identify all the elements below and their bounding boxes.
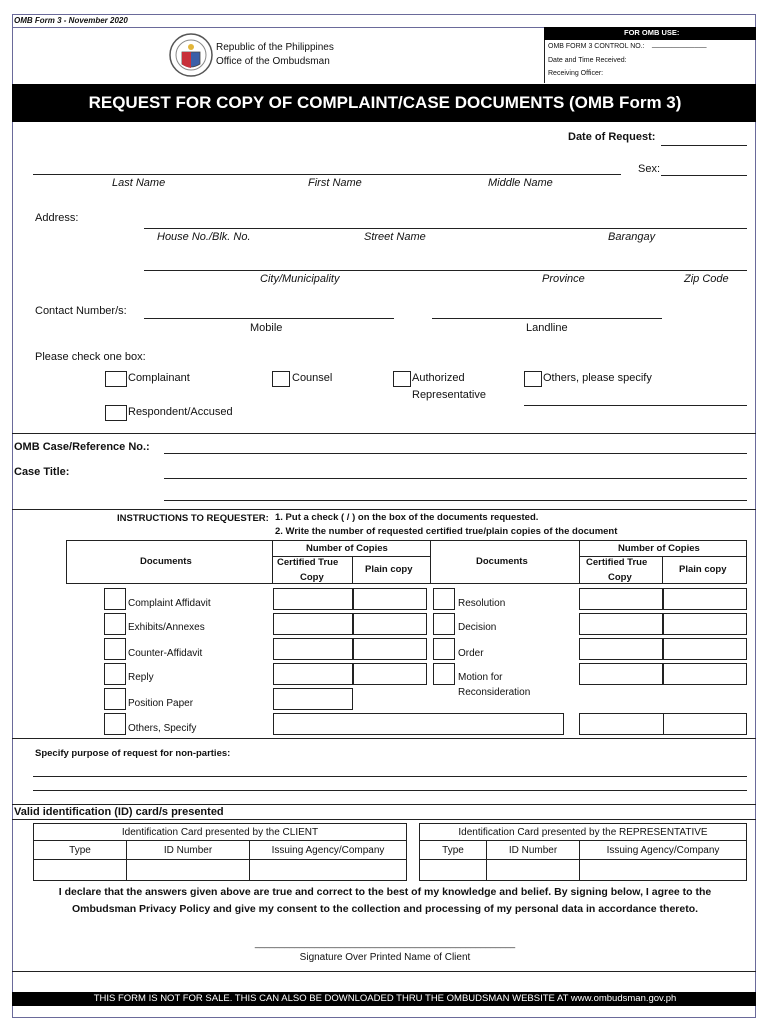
- counsel-label: Counsel: [292, 372, 333, 384]
- position-paper-certified-input[interactable]: [273, 688, 353, 710]
- client-id-header: [33, 823, 407, 841]
- purpose-field-1[interactable]: [33, 776, 747, 777]
- form-code: OMB Form 3 - November 2020: [14, 16, 128, 25]
- complainant-label: Complainant: [128, 372, 190, 384]
- documents-header-right: Documents: [476, 556, 528, 567]
- doc-header-sep-4: [579, 540, 580, 584]
- date-time-received-label: Date and Time Received:: [548, 57, 627, 64]
- respondent-label: Respondent/Accused: [128, 406, 233, 418]
- resolution-checkbox[interactable]: [433, 588, 455, 610]
- complainant-checkbox[interactable]: [105, 371, 127, 387]
- rep-type-input[interactable]: [419, 859, 487, 881]
- complaint-affidavit-checkbox[interactable]: [104, 588, 126, 610]
- signature-line[interactable]: ____________________________________________________: [254, 938, 516, 948]
- reply-certified-input[interactable]: [273, 663, 353, 685]
- client-type-text: Type: [69, 844, 91, 856]
- client-issuing-header: [249, 840, 407, 860]
- instructions-label: INSTRUCTIONS TO REQUESTER:: [117, 513, 269, 524]
- case-reference-label: OMB Case/Reference No.:: [14, 441, 150, 453]
- rep-type-text: Type: [442, 844, 464, 856]
- case-reference-field[interactable]: [164, 453, 747, 454]
- control-no-value: ______________: [652, 41, 707, 48]
- case-section-divider: [12, 433, 756, 434]
- control-no-label: OMB FORM 3 CONTROL NO.:: [548, 43, 645, 50]
- motion-reconsideration-checkbox[interactable]: [433, 663, 455, 685]
- case-title-field-2[interactable]: [164, 500, 747, 501]
- rep-id-number-input[interactable]: [486, 859, 580, 881]
- mobile-field[interactable]: [144, 318, 394, 319]
- purpose-field-2[interactable]: [33, 790, 747, 791]
- counter-affidavit-certified-input[interactable]: [273, 638, 353, 660]
- landline-caption: Landline: [526, 322, 568, 334]
- plain-header-right: Plain copy: [679, 564, 727, 575]
- address-label: Address:: [35, 212, 79, 224]
- landline-field[interactable]: [432, 318, 662, 319]
- counsel-checkbox[interactable]: [272, 371, 290, 387]
- motion-reconsideration-plain-input[interactable]: [663, 663, 747, 685]
- position-paper-checkbox[interactable]: [104, 688, 126, 710]
- house-no-caption: House No./Blk. No.: [157, 231, 251, 243]
- plain-header-left: Plain copy: [365, 564, 413, 575]
- client-issuing-text: Issuing Agency/Company: [271, 844, 385, 856]
- others-right-sep: [663, 713, 664, 735]
- exhibits-checkbox[interactable]: [104, 613, 126, 635]
- complaint-affidavit-certified-input[interactable]: [273, 588, 353, 610]
- declaration-line-1: I declare that the answers given above are true and correct to the best of my knowledge and belief. By signing below, I agree to the: [58, 886, 712, 898]
- doc-label-exhibits: Exhibits/Annexes: [128, 622, 205, 633]
- others-label: Others, please specify: [543, 372, 652, 384]
- rep-type-header: [419, 840, 487, 860]
- certified-header-left-1: Certified True: [277, 557, 339, 568]
- purpose-divider: [12, 738, 756, 739]
- others-specify-checkbox[interactable]: [104, 713, 126, 735]
- order-checkbox[interactable]: [433, 638, 455, 660]
- rep-id-number-header: [486, 840, 580, 860]
- middle-name-caption: Middle Name: [488, 177, 553, 189]
- rep-id-number-text: ID Number: [508, 844, 558, 856]
- instructions-step-2: 2. Write the number of requested certified true/plain copies of the document: [275, 526, 618, 537]
- copies-header-right: Number of Copies: [618, 543, 700, 554]
- case-title-label: Case Title:: [14, 466, 70, 478]
- documents-header-left: Documents: [140, 556, 192, 567]
- decision-plain-input[interactable]: [663, 613, 747, 635]
- complaint-affidavit-plain-input[interactable]: [353, 588, 427, 610]
- last-name-caption: Last Name: [112, 177, 166, 189]
- doc-label-counter-affidavit: Counter-Affidavit: [128, 648, 203, 659]
- ombudsman-seal-icon: [168, 30, 214, 80]
- footer-text: THIS FORM IS NOT FOR SALE. THIS CAN ALSO BE DOWNLOADED THRU THE OMBUDSMAN WEBSITE AT www.ombudsman.gov.ph: [93, 993, 677, 1004]
- others-specify-field[interactable]: [524, 405, 747, 406]
- check-one-box-prompt: Please check one box:: [35, 351, 146, 363]
- others-checkbox[interactable]: [524, 371, 542, 387]
- case-title-field-1[interactable]: [164, 478, 747, 479]
- doc-label-position-paper: Position Paper: [128, 698, 194, 709]
- instructions-divider: [12, 509, 756, 510]
- rep-issuing-input[interactable]: [579, 859, 747, 881]
- office-text: Office of the Ombudsman: [216, 56, 330, 67]
- sex-label: Sex:: [638, 163, 661, 175]
- purpose-label: Specify purpose of request for non-parties:: [35, 748, 231, 759]
- reply-checkbox[interactable]: [104, 663, 126, 685]
- republic-text: Republic of the Philippines: [216, 42, 334, 53]
- doc-header-sep-3: [430, 540, 431, 584]
- sex-field[interactable]: [661, 175, 747, 176]
- first-name-caption: First Name: [308, 177, 362, 189]
- city-caption: City/Municipality: [260, 273, 340, 285]
- client-id-number-input[interactable]: [126, 859, 250, 881]
- authorized-representative-checkbox[interactable]: [393, 371, 411, 387]
- resolution-plain-input[interactable]: [663, 588, 747, 610]
- doc-header-sep-5: [662, 556, 663, 584]
- province-caption: Province: [542, 273, 585, 285]
- representative-label: Representative: [412, 389, 486, 401]
- doc-label-order: Order: [458, 648, 484, 659]
- exhibits-certified-input[interactable]: [273, 613, 353, 635]
- barangay-caption: Barangay: [608, 231, 656, 243]
- certified-header-right-1: Certified True: [586, 557, 648, 568]
- decision-certified-input[interactable]: [579, 613, 663, 635]
- rep-id-header: [419, 823, 747, 841]
- doc-header-sep-2: [352, 556, 353, 584]
- doc-label-reconsideration: Reconsideration: [458, 687, 531, 698]
- rep-issuing-header: [579, 840, 747, 860]
- valid-id-divider: [12, 819, 756, 820]
- instructions-step-1: 1. Put a check ( / ) on the box of the documents requested.: [275, 512, 539, 523]
- address-line-1[interactable]: [144, 228, 747, 229]
- respondent-checkbox[interactable]: [105, 405, 127, 421]
- name-field[interactable]: [33, 174, 621, 175]
- certified-header-right-2: Copy: [608, 572, 632, 583]
- rep-issuing-text: Issuing Agency/Company: [606, 844, 720, 856]
- client-type-input[interactable]: [33, 859, 127, 881]
- counter-affidavit-plain-input[interactable]: [353, 638, 427, 660]
- exhibits-plain-input[interactable]: [353, 613, 427, 635]
- client-issuing-input[interactable]: [249, 859, 407, 881]
- valid-id-label: Valid identification (ID) card/s presented: [14, 806, 224, 818]
- street-name-caption: Street Name: [364, 231, 426, 243]
- resolution-certified-input[interactable]: [579, 588, 663, 610]
- id-section-divider: [12, 804, 756, 805]
- signature-divider: [12, 971, 756, 972]
- motion-reconsideration-certified-input[interactable]: [579, 663, 663, 685]
- order-certified-input[interactable]: [579, 638, 663, 660]
- rep-id-header-text: Identification Card presented by the REPRESENTATIVE: [458, 826, 708, 838]
- doc-header-sep-1: [272, 540, 273, 584]
- omb-use-title: FOR OMB USE:: [624, 28, 680, 37]
- decision-checkbox[interactable]: [433, 613, 455, 635]
- counter-affidavit-checkbox[interactable]: [104, 638, 126, 660]
- doc-label-complaint-affidavit: Complaint Affidavit: [128, 598, 211, 609]
- form-title: REQUEST FOR COPY OF COMPLAINT/CASE DOCUMENTS (OMB Form 3): [88, 93, 682, 112]
- zip-code-caption: Zip Code: [684, 273, 729, 285]
- copies-header-left: Number of Copies: [306, 543, 388, 554]
- doc-label-motion-for: Motion for: [458, 672, 503, 683]
- mobile-caption: Mobile: [250, 322, 283, 334]
- signature-label: Signature Over Printed Name of Client: [299, 952, 471, 963]
- certified-header-left-2: Copy: [300, 572, 324, 583]
- doc-label-others-specify: Others, Specify: [128, 723, 197, 734]
- date-of-request-label: Date of Request:: [568, 131, 656, 143]
- client-type-header: [33, 840, 127, 860]
- order-plain-input[interactable]: [663, 638, 747, 660]
- doc-label-reply: Reply: [128, 672, 154, 683]
- address-line-2[interactable]: [144, 270, 747, 271]
- doc-label-resolution: Resolution: [458, 598, 506, 609]
- authorized-label: Authorized: [412, 372, 465, 384]
- others-specify-input[interactable]: [273, 713, 564, 735]
- client-id-number-header: [126, 840, 250, 860]
- declaration-line-2: Ombudsman Privacy Policy and give my consent to the collection and processing of my personal data in accordance thereto.: [71, 903, 699, 915]
- client-id-number-text: ID Number: [163, 844, 213, 856]
- doc-label-decision: Decision: [458, 622, 497, 633]
- receiving-officer-label: Receiving Officer:: [548, 70, 604, 77]
- date-of-request-field[interactable]: [661, 145, 747, 146]
- contact-number-label: Contact Number/s:: [35, 305, 127, 317]
- client-id-header-text: Identification Card presented by the CLIENT: [121, 826, 319, 838]
- reply-plain-input[interactable]: [353, 663, 427, 685]
